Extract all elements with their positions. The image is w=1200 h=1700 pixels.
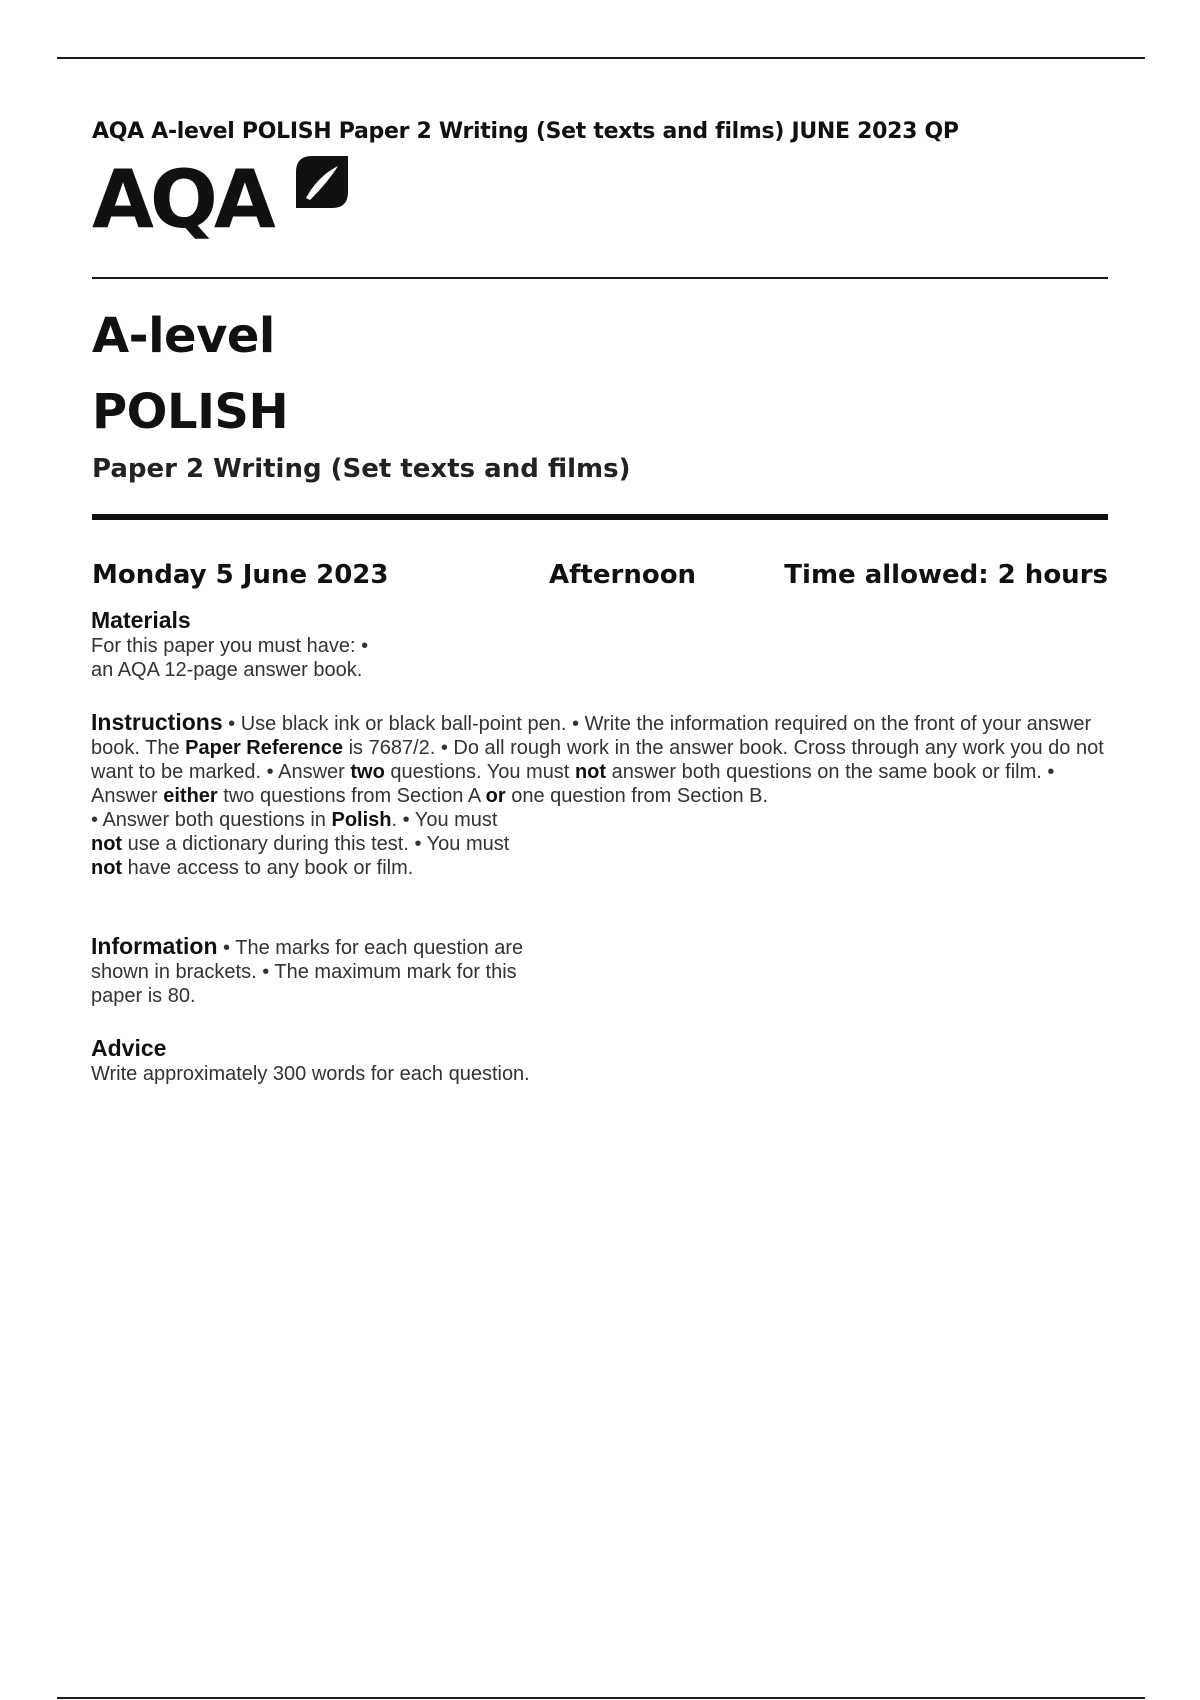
instructions-text: answer both questions on the same book or film. • Answer xyxy=(91,761,1055,807)
aqa-leaf-logo-icon xyxy=(292,152,352,212)
bottom-rule xyxy=(57,1697,1145,1699)
instructions-text: . • You must xyxy=(391,809,498,831)
instructions-bold: either xyxy=(163,785,218,807)
header-divider xyxy=(92,277,1108,279)
instructions-bold: two xyxy=(350,761,385,783)
instructions-line xyxy=(91,856,1111,880)
instructions-text: have access to any book or film. xyxy=(122,857,414,879)
instructions-section xyxy=(91,710,1111,880)
materials-section xyxy=(91,606,411,682)
instructions-text: two questions from Section A xyxy=(217,785,486,807)
instructions-text: use a dictionary during this test. • You must xyxy=(122,833,510,855)
instructions-bold: not xyxy=(91,857,123,879)
information-section xyxy=(91,934,571,1008)
instructions-paragraph xyxy=(91,710,1111,808)
advice-section xyxy=(91,1034,691,1086)
aqa-logo-text: AQA xyxy=(92,153,272,246)
materials-heading: Materials xyxy=(91,607,191,633)
instructions-text: questions. You must xyxy=(384,761,575,783)
exam-session: Afternoon xyxy=(549,560,697,590)
instructions-text: • Use black ink or black ball-point pen. • Write the information required on the front of your answer book. The xyxy=(91,713,1092,759)
instructions-bold: Polish xyxy=(331,809,392,831)
document-header-title: AQA A-level POLISH Paper 2 Writing (Set texts and films) JUNE 2023 QP xyxy=(92,119,959,144)
instructions-text: is 7687/2. • Do all rough work in the answer book. Cross through any work you do not want to be marked. • Answer xyxy=(91,737,1104,783)
subject-title: POLISH xyxy=(92,384,289,440)
information-text: • The marks for each question are shown in brackets. • The maximum mark for this paper is 80. xyxy=(91,937,524,1007)
instructions-text: • Answer both questions in xyxy=(91,809,332,831)
time-allowed: Time allowed: 2 hours xyxy=(784,560,1108,590)
instructions-line xyxy=(91,808,1111,832)
qualification-level: A-level xyxy=(92,308,275,364)
advice-text: Write approximately 300 words for each question. xyxy=(91,1063,530,1085)
paper-title: Paper 2 Writing (Set texts and films) xyxy=(92,454,631,484)
instructions-text: one question from Section B. xyxy=(505,785,769,807)
information-paragraph xyxy=(91,934,571,1008)
top-rule xyxy=(57,57,1145,59)
instructions-bold: Paper Reference xyxy=(185,737,344,759)
instructions-bold: not xyxy=(574,761,607,783)
aqa-logo xyxy=(92,152,362,248)
advice-heading: Advice xyxy=(91,1035,167,1061)
instructions-bold: not xyxy=(91,833,123,855)
materials-line-2: an AQA 12-page answer book. xyxy=(91,659,363,681)
instructions-bold: or xyxy=(485,785,506,807)
materials-line-1: For this paper you must have: • xyxy=(91,635,369,657)
instructions-heading: Instructions xyxy=(91,709,223,735)
exam-date: Monday 5 June 2023 xyxy=(92,560,389,590)
instructions-line xyxy=(91,832,1111,856)
thick-divider xyxy=(92,514,1108,520)
information-heading: Information xyxy=(91,933,218,959)
